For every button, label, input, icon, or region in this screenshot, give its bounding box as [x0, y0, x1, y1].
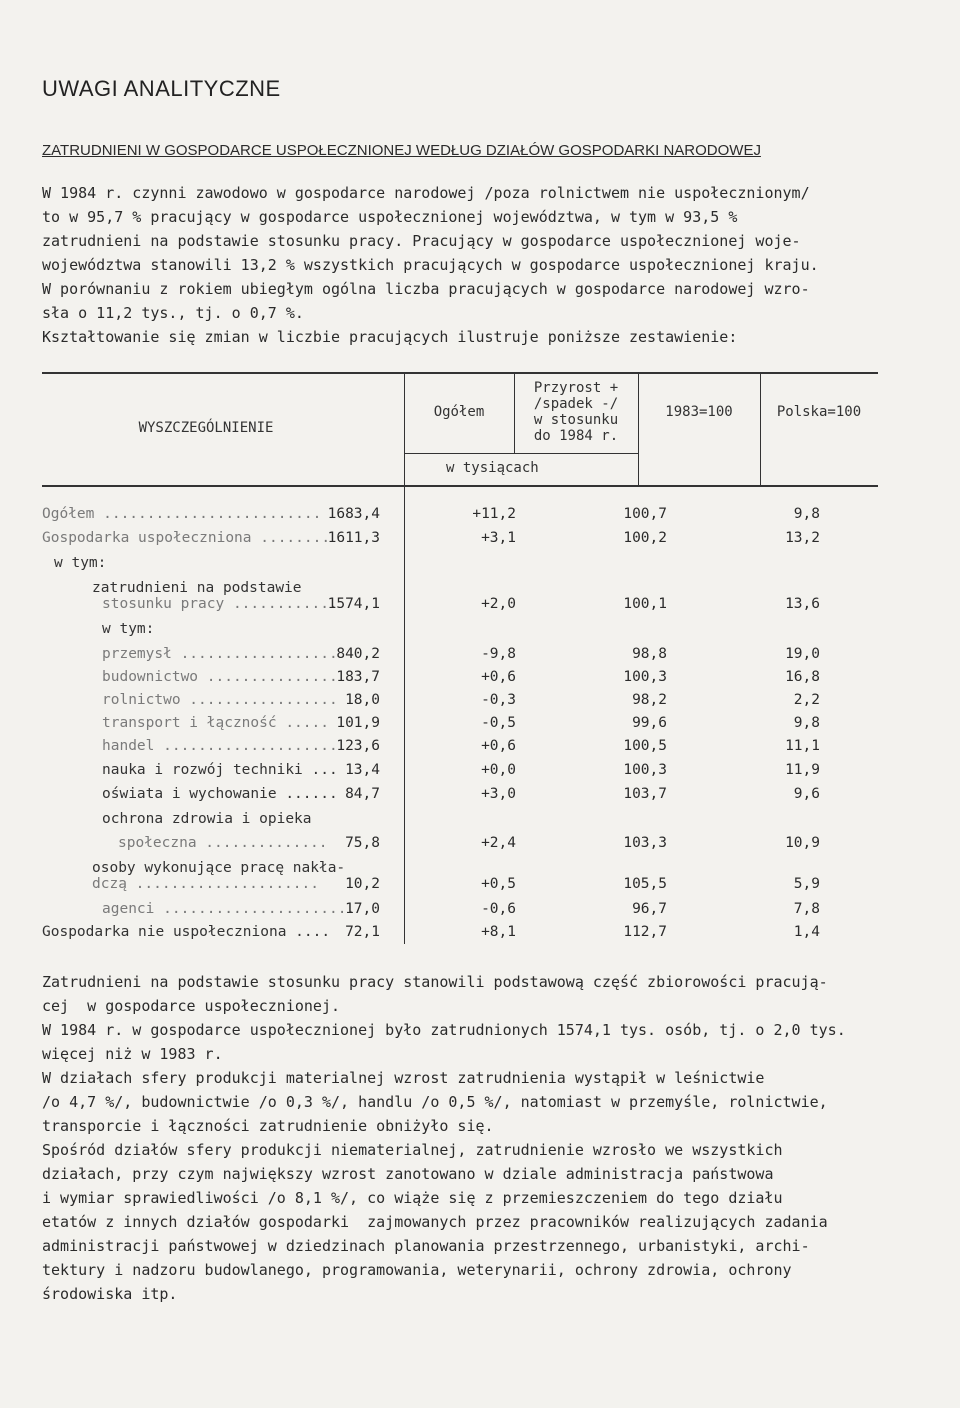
header-change-line: /spadek -/	[533, 396, 619, 412]
intro-line: sła o 11,2 tys., tj. o 0,7 %.	[42, 304, 304, 322]
header-unit: w tysiącach	[446, 460, 539, 476]
row-label: Ogółem .........................	[42, 506, 322, 522]
value-index-poland: 9,8	[793, 506, 820, 522]
value-change: +0,6	[481, 669, 516, 685]
value-total: 72,1	[345, 924, 380, 940]
closing-paragraph	[42, 970, 922, 1306]
value-index-1983: 100,7	[623, 506, 667, 522]
table-row	[42, 762, 878, 784]
row-label: osoby wykonujące pracę nakła-	[92, 860, 346, 876]
value-change: -0,5	[481, 715, 516, 731]
row-label: agenci ......................	[102, 901, 356, 917]
value-change: +2,0	[481, 596, 516, 612]
value-index-poland: 9,8	[793, 715, 820, 731]
intro-line: województwa stanowili 13,2 % wszystkich pracujących w gospodarce uspołecznionej kraju.	[42, 256, 819, 274]
closing-line: etatów z innych działów gospodarki zajmowanych przez pracowników realizujących zadania	[42, 1213, 828, 1231]
closing-line: i wymiar sprawiedliwości /o 8,1 %/, co wiąże się z przemieszczeniem do tego działu	[42, 1189, 783, 1207]
value-total: 123,6	[336, 738, 380, 754]
value-index-poland: 7,8	[793, 901, 820, 917]
row-label: transport i łączność .....	[102, 715, 329, 731]
value-change: +3,0	[481, 786, 516, 802]
table-row	[42, 596, 878, 618]
employment-table	[42, 368, 878, 948]
header-change-line: do 1984 r.	[533, 428, 619, 444]
header-total: Ogółem	[433, 404, 485, 420]
table-row	[42, 738, 878, 760]
value-total: 101,9	[336, 715, 380, 731]
intro-line: Kształtowanie się zmian w liczbie pracujących ilustruje poniższe zestawienie:	[42, 328, 738, 346]
value-change: -0,6	[481, 901, 516, 917]
table-row	[42, 506, 878, 528]
value-index-1983: 100,2	[623, 530, 667, 546]
value-change: +0,0	[481, 762, 516, 778]
col-divider	[638, 372, 639, 485]
intro-line: zatrudnieni na podstawie stosunku pracy. Pracujący w gospodarce uspołecznionej woje-	[42, 232, 801, 250]
value-index-poland: 1,4	[793, 924, 820, 940]
closing-line: Zatrudnieni na podstawie stosunku pracy stanowili podstawową część zbiorowości pracują-	[42, 973, 828, 991]
header-change-line: w stosunku	[533, 412, 619, 428]
row-label: w tym:	[54, 555, 107, 571]
intro-line: W porównaniu z rokiem ubiegłym ogólna liczba pracujących w gospodarce narodowej wzro-	[42, 280, 810, 298]
table-row	[42, 692, 878, 714]
row-label: w tym:	[102, 621, 155, 637]
value-index-poland: 13,6	[785, 596, 820, 612]
row-label: ochrona zdrowia i opieka	[102, 811, 312, 827]
row-label: oświata i wychowanie ......	[102, 786, 338, 802]
header-change	[514, 380, 638, 444]
intro-line: to w 95,7 % pracujący w gospodarce uspołecznionej województwa, w tym w 93,5 %	[42, 208, 738, 226]
value-total: 18,0	[345, 692, 380, 708]
value-index-1983: 96,7	[632, 901, 667, 917]
row-label: Gospodarka uspołeczniona ........	[42, 530, 331, 546]
table-row	[42, 530, 878, 552]
table-row	[42, 621, 878, 643]
table-row	[42, 811, 878, 833]
table-row	[42, 924, 878, 946]
header-index-1983: 1983=100	[665, 404, 733, 420]
closing-line: więcej niż w 1983 r.	[42, 1045, 223, 1063]
closing-line: Spośród działów sfery produkcji niematerialnej, zatrudnienie wzrosło we wszystkich	[42, 1141, 783, 1159]
row-label: przemysł ..................	[102, 646, 338, 662]
table-row	[42, 646, 878, 668]
table-row	[42, 901, 878, 923]
value-index-1983: 98,2	[632, 692, 667, 708]
value-total: 75,8	[345, 835, 380, 851]
closing-line: tektury i nadzoru budowlanego, programowania, weterynarii, ochrony zdrowia, ochrony	[42, 1261, 792, 1279]
value-index-1983: 103,3	[623, 835, 667, 851]
row-label: handel ....................	[102, 738, 338, 754]
unit-rule	[404, 453, 638, 454]
value-change: +0,6	[481, 738, 516, 754]
intro-line: W 1984 r. czynni zawodowo w gospodarce narodowej /poza rolnictwem nie uspołecznionym/	[42, 184, 810, 202]
closing-line: środowiska itp.	[42, 1285, 178, 1303]
table-row	[42, 786, 878, 808]
table-row	[42, 555, 878, 577]
table-row	[42, 669, 878, 691]
value-index-1983: 103,7	[623, 786, 667, 802]
value-total: 10,2	[345, 876, 380, 892]
value-total: 84,7	[345, 786, 380, 802]
value-index-1983: 99,6	[632, 715, 667, 731]
value-change: -0,3	[481, 692, 516, 708]
closing-line: transporcie i łączności zatrudnienie obniżyło się.	[42, 1117, 494, 1135]
row-label: zatrudnieni na podstawie	[92, 580, 302, 596]
value-index-poland: 11,1	[785, 738, 820, 754]
value-index-1983: 100,3	[623, 669, 667, 685]
value-index-1983: 100,1	[623, 596, 667, 612]
value-total: 183,7	[336, 669, 380, 685]
closing-line: administracji państwowej w dziedzinach planowania przestrzennego, urbanistyki, archi-	[42, 1237, 810, 1255]
row-label: Gospodarka nie uspołeczniona ....	[42, 924, 331, 940]
closing-line: działach, przy czym największy wzrost zanotowano w dziale administracja państwowa	[42, 1165, 774, 1183]
value-total: 1574,1	[327, 596, 380, 612]
value-change: -9,8	[481, 646, 516, 662]
value-index-poland: 16,8	[785, 669, 820, 685]
row-label: dczą .....................	[92, 876, 319, 892]
row-label: nauka i rozwój techniki ...	[102, 762, 338, 778]
value-index-poland: 19,0	[785, 646, 820, 662]
intro-paragraph	[42, 181, 922, 349]
value-index-poland: 9,6	[793, 786, 820, 802]
closing-line: /o 4,7 %/, budownictwie /o 0,3 %/, handlu /o 0,5 %/, natomiast w przemyśle, rolnictwie,	[42, 1093, 828, 1111]
table-row	[42, 715, 878, 737]
value-total: 1611,3	[327, 530, 380, 546]
value-change: +11,2	[472, 506, 516, 522]
value-index-poland: 10,9	[785, 835, 820, 851]
table-row	[42, 876, 878, 898]
value-index-poland: 2,2	[793, 692, 820, 708]
col-divider	[760, 372, 761, 485]
table-header-rule	[42, 485, 878, 487]
value-change: +0,5	[481, 876, 516, 892]
page-title: UWAGI ANALITYCZNE	[42, 76, 281, 101]
value-index-1983: 98,8	[632, 646, 667, 662]
value-total: 17,0	[345, 901, 380, 917]
value-index-poland: 5,9	[793, 876, 820, 892]
row-label: budownictwo ...............	[102, 669, 338, 685]
row-label: stosunku pracy ............	[102, 596, 338, 612]
value-change: +3,1	[481, 530, 516, 546]
value-index-poland: 13,2	[785, 530, 820, 546]
value-total: 1683,4	[327, 506, 380, 522]
value-total: 13,4	[345, 762, 380, 778]
value-index-1983: 100,3	[623, 762, 667, 778]
header-label: WYSZCZEGÓLNIENIE	[138, 420, 274, 436]
value-index-poland: 11,9	[785, 762, 820, 778]
row-label: rolnictwo .................	[102, 692, 338, 708]
closing-line: W działach sfery produkcji materialnej wzrost zatrudnienia wystąpił w leśnictwie	[42, 1069, 765, 1087]
value-total: 840,2	[336, 646, 380, 662]
closing-line: W 1984 r. w gospodarce uspołecznionej było zatrudnionych 1574,1 tys. osób, tj. o 2,0 tys.	[42, 1021, 846, 1039]
section-title: ZATRUDNIENI W GOSPODARCE USPOŁECZNIONEJ WEDŁUG DZIAŁÓW GOSPODARKI NARODOWEJ	[42, 142, 761, 159]
row-label: społeczna ..............	[118, 835, 328, 851]
value-change: +8,1	[481, 924, 516, 940]
header-change-line: Przyrost +	[533, 380, 619, 396]
table-top-rule	[42, 372, 878, 374]
value-index-1983: 100,5	[623, 738, 667, 754]
closing-line: cej w gospodarce uspołecznionej.	[42, 997, 341, 1015]
value-index-1983: 105,5	[623, 876, 667, 892]
table-row	[42, 835, 878, 857]
value-index-1983: 112,7	[623, 924, 667, 940]
header-index-poland: Polska=100	[776, 404, 862, 420]
value-change: +2,4	[481, 835, 516, 851]
